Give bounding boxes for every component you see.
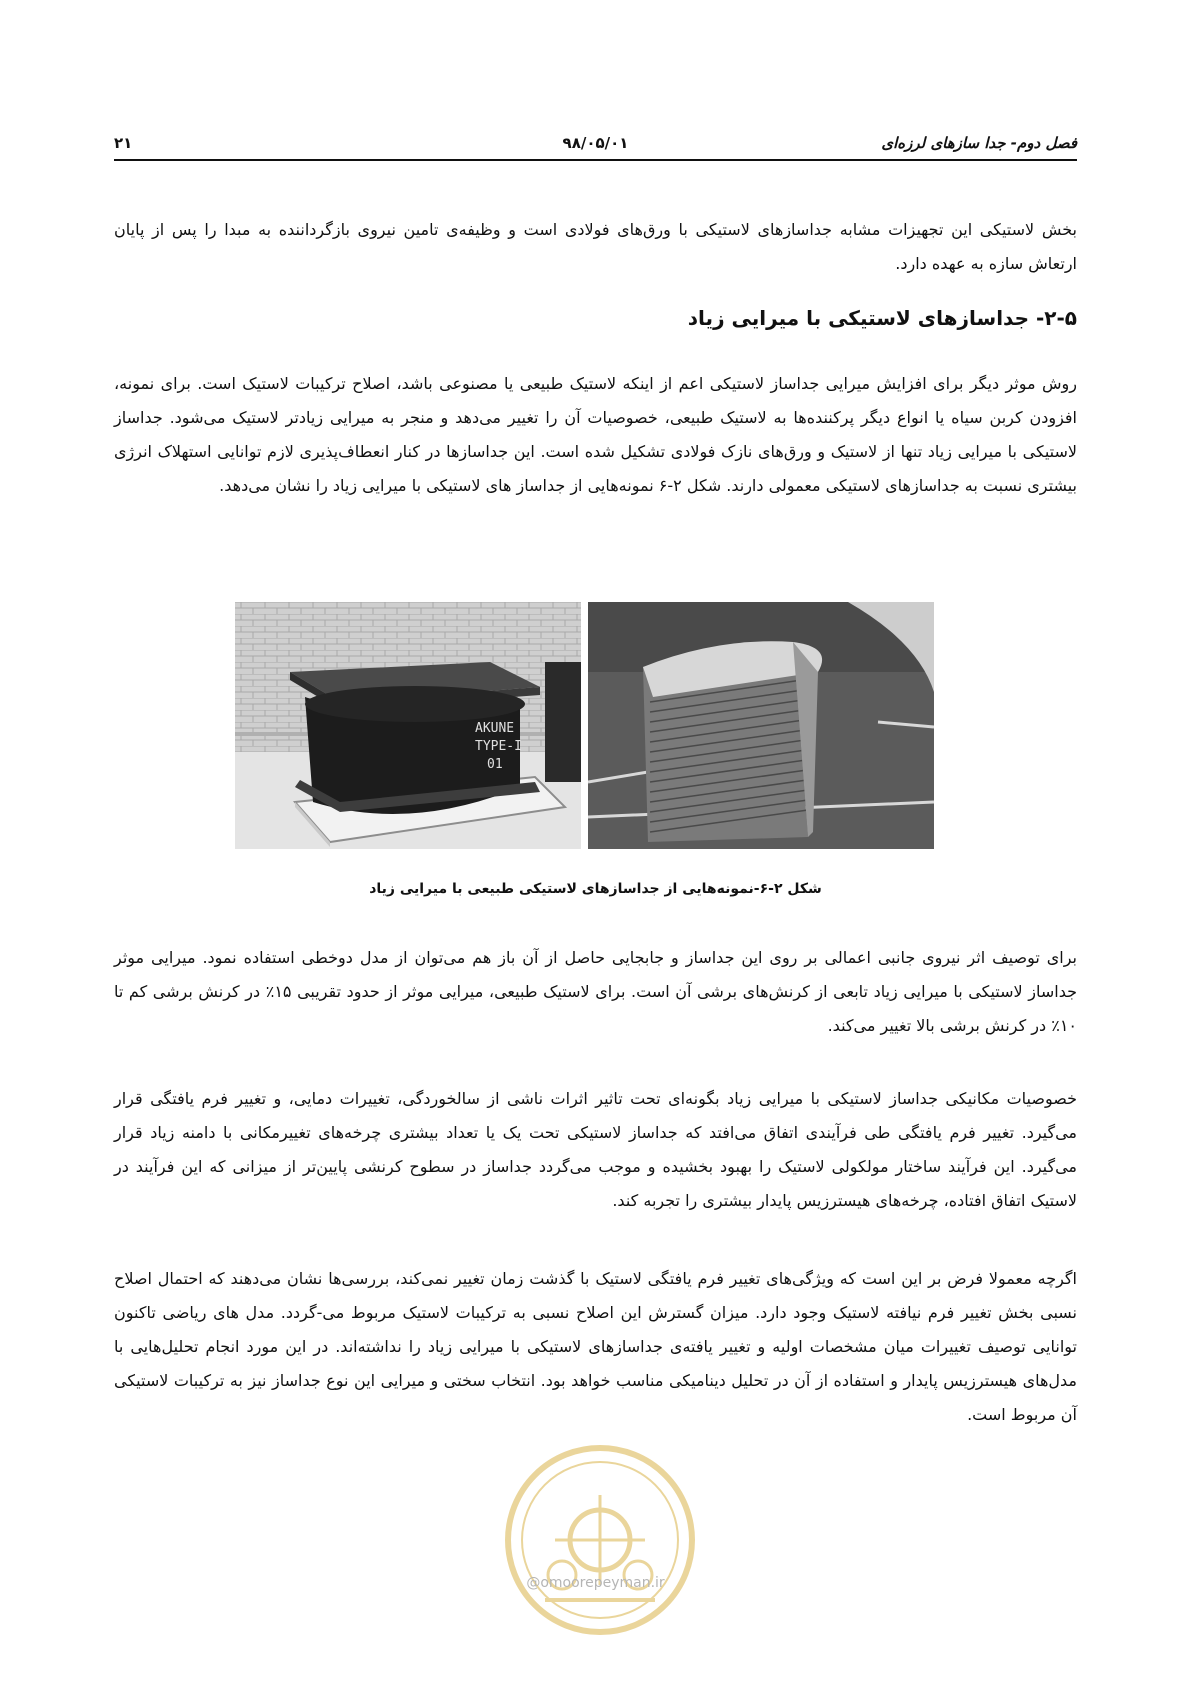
- header-divider: [114, 159, 1077, 161]
- paragraph-text: بخش لاستیکی این تجهیزات مشابه جداسازهای لاستیکی با ورق‌های فولادی است و وظیفه‌ی تامین نیروی بازگرداننده به مبدا را پس از پایان ارتعاش سازه به عهده دارد.: [114, 220, 1077, 273]
- footer-watermark-text: @omoorepeyman.ir: [526, 1575, 665, 1591]
- header-date: ۹۸/۰۵/۰۱: [562, 134, 629, 152]
- bearing-label-line-1: AKUNE: [475, 721, 515, 736]
- paragraph-text: برای توصیف اثر نیروی جانبی اعمالی بر روی این جداساز و جابجایی حاصل از آن باز هم می‌توان از مدل دوخطی استفاده نمود. میرایی موثر جداساز لاستیکی با میرایی زیاد تابعی از کرنش‌های برشی آن است. برای لاستیک طبیعی، میرایی موثر از حدود تقریبی ۱۵٪ در کرنش برشی کم تا ۱۰٪ در کرنش برشی بالا تغییر می‌کند.: [114, 948, 1077, 1035]
- figure-rubber-bearings: [235, 602, 934, 849]
- bearing-photo-right: [588, 602, 934, 849]
- paragraph-3: [114, 941, 1077, 1043]
- page-number: ۲۱: [114, 134, 133, 152]
- paragraph-1: [114, 213, 1077, 281]
- bearing-label-line-2: TYPE-I: [475, 739, 522, 754]
- section-heading: ۲-۵- جداسازهای لاستیکی با میرایی زیاد: [687, 306, 1077, 330]
- bearing-photo-left: [235, 602, 581, 849]
- bearing-photo-left-image: [235, 602, 581, 849]
- chapter-title: فصل دوم- جدا سازهای لرزه‌ای: [881, 134, 1077, 152]
- watermark-seal-icon: [500, 1440, 700, 1640]
- figure-caption: شکل ۲-۶-نمونه‌هایی از جداسازهای لاستیکی طبیعی با میرایی زیاد: [369, 881, 822, 897]
- page-header: [114, 128, 1077, 158]
- paragraph-text: اگرچه معمولا فرض بر این است که ویژگی‌های تغییر فرم یافتگی لاستیک با گذشت زمان تغییر نمی‌کند، بررسی‌ها نشان می‌دهند که احتمال اصلاح نسبی بخش تغییر فرم نیافته لاستیک وجود دارد. میزان گسترش این اصلاح نسبی به ترکیبات لاستیک مربوط می-گردد. مدل های ریاضی تاکنون توانایی توصیف تغییرات میان مشخصات اولیه و تغییر یافته‌ی جداسازهای لاستیکی با میرایی زیاد را نداشته‌اند. در این مورد انجام تحلیل‌هایی با مدل‌های هیسترزیس پایدار و استفاده از آن در تحلیل دینامیکی مناسب خواهد بود. انتخاب سختی و میرایی این نوع جداساز نیز به ترکیبات لاستیکی آن مربوط است.: [114, 1269, 1077, 1424]
- paragraph-text: خصوصیات مکانیکی جداساز لاستیکی با میرایی زیاد بگونه‌ای تحت تاثیر اثرات ناشی از سالخوردگی، تغییرات دمایی، و تغییر فرم یافتگی قرار می‌گیرد. تغییر فرم یافتگی طی فرآیندی اتفاق می‌افتد که جداساز لاستیکی تحت یک یا تعداد بیشتری چرخه‌های تغییرمکانی با دامنه زیاد قرار می‌گیرد. این فرآیند ساختار مولکولی لاستیک را بهبود بخشیده و موجب می‌گردد جداساز در سطوح کرنشی پایین‌تر از میزانی که این فرآیند در لاستیک اتفاق افتاده، چرخه‌های هیسترزیس پایدار بیشتری را تجربه کند.: [114, 1089, 1077, 1210]
- paragraph-4: [114, 1082, 1077, 1218]
- paragraph-2: [114, 367, 1077, 503]
- bearing-photo-right-image: [588, 602, 934, 849]
- paragraph-text: روش موثر دیگر برای افزایش میرایی جداساز لاستیکی اعم از اینکه لاستیک طبیعی یا مصنوعی باشد، اصلاح ترکیبات لاستیک است. برای نمونه، افزودن کربن سیاه یا انواع دیگر پرکننده‌ها به لاستیک طبیعی، خصوصیات آن را تغییر می‌دهد و منجر به میرایی زیادتر لاستیک می‌شود. جداساز لاستیکی با میرایی زیاد تنها از لاستیک و ورق‌های نازک فولادی تشکیل شده است. این جداسازها در کنار انعطاف‌پذیری لازم توانایی استهلاک انرژی بیشتری نسبت به جداسازهای لاستیکی معمولی دارند. شکل ۲-۶ نمونه‌هایی از جداساز های لاستیکی با میرایی زیاد را نشان می‌دهد.: [114, 374, 1077, 495]
- watermark-logo: [500, 1440, 700, 1640]
- paragraph-5: [114, 1262, 1077, 1432]
- bearing-label-line-3: 01: [487, 757, 503, 772]
